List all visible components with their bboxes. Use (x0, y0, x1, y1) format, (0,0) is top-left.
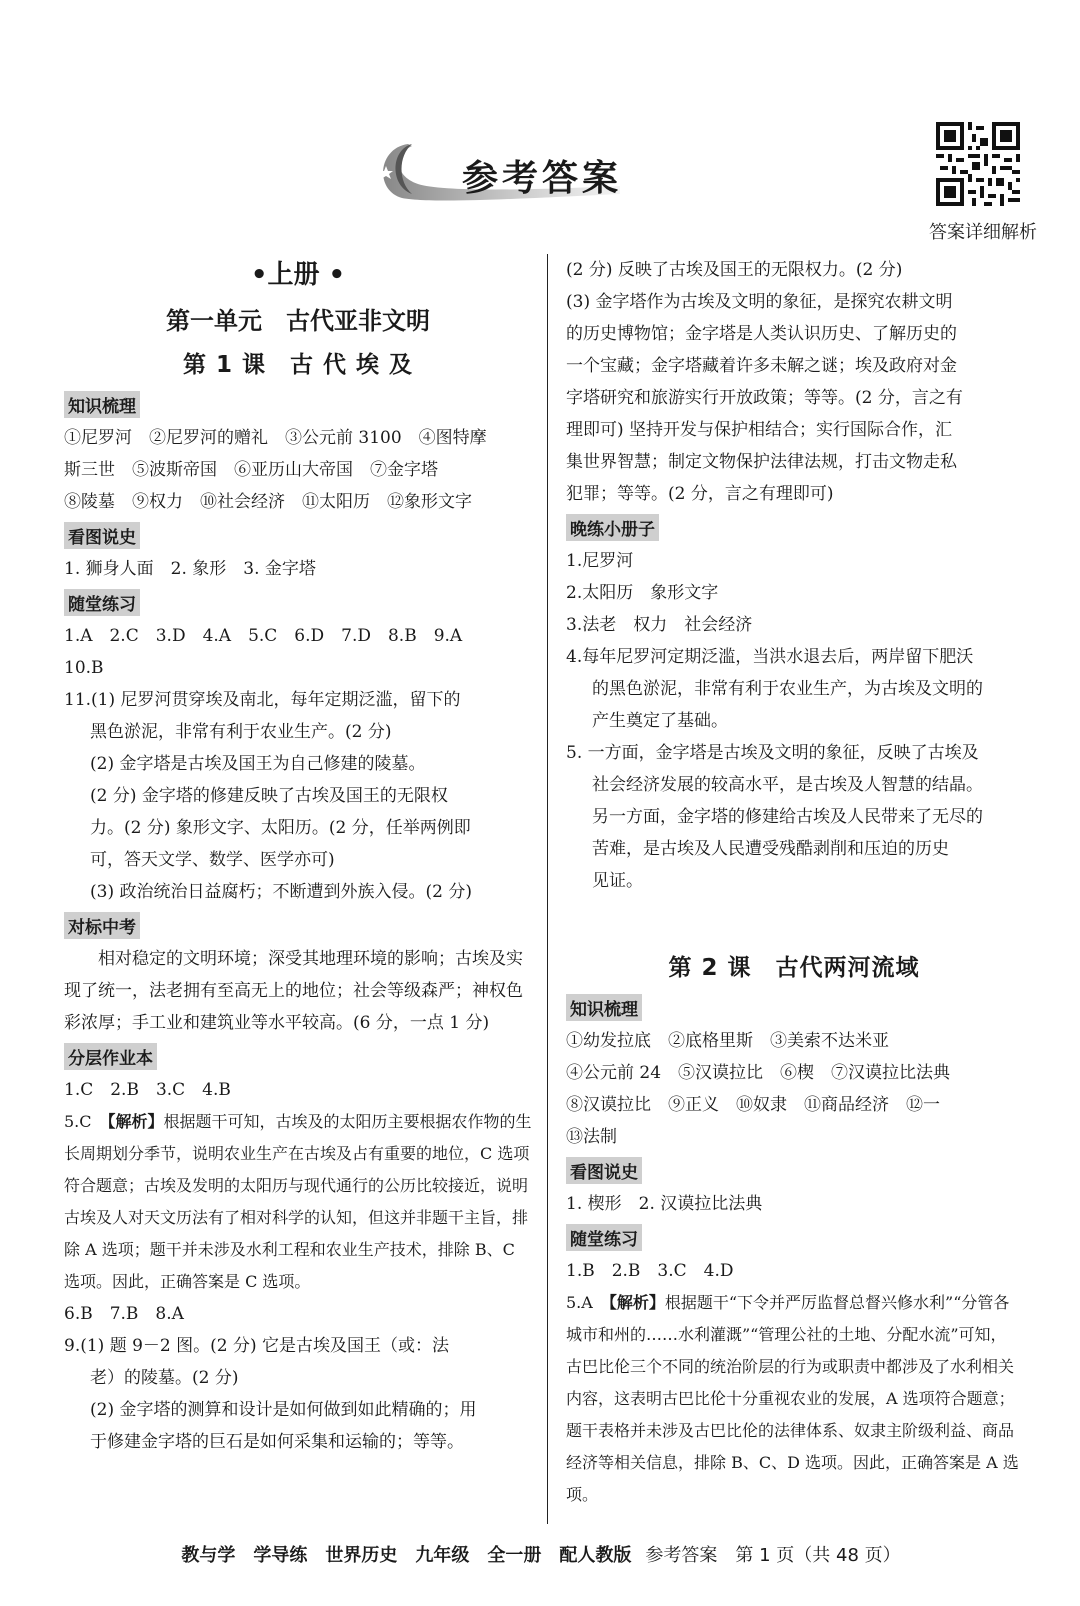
answer-line: (2 分) 金字塔的修建反映了古埃及国王的无限权 (90, 786, 448, 806)
answer-line: 于修建金字塔的巨石是如何采集和运输的；等等。 (90, 1432, 464, 1452)
answer-line: 力。(2 分) 象形文字、太阳历。(2 分，任举两例即 (90, 818, 471, 838)
answer-line: ⑧汉谟拉比 ⑨正义 ⑩奴隶 ⑪商品经济 ⑫一 (566, 1095, 940, 1115)
answer-line: 见证。 (592, 871, 643, 891)
section-exam-benchmark: 对标中考 (64, 912, 140, 939)
answer-line: 理即可) 坚持开发与保护相结合；实行国际合作，汇 (566, 420, 953, 440)
section-picture-history: 看图说史 (64, 522, 140, 549)
answer-line: 可，答天文学、数学、医学亦可) (90, 850, 335, 870)
section-knowledge-review: 知识梳理 (64, 391, 140, 418)
section-class-practice: 随堂练习 (566, 1224, 642, 1251)
answer-line: (3) 政治统治日益腐朽；不断遭到外族入侵。(2 分) (90, 882, 472, 902)
analysis-tag: 【解析】 (107, 1112, 164, 1131)
answer-line: ④公元前 24 ⑤汉谟拉比 ⑥楔 ⑦汉谟拉比法典 (566, 1063, 951, 1083)
volume-title: •上册 • (250, 260, 346, 290)
answer-line: (2) 金字塔的测算和设计是如何做到如此精确的；用 (90, 1400, 477, 1420)
answer-line: 苦难，是古埃及人民遭受残酷剥削和压迫的历史 (592, 839, 949, 859)
page-footer (64, 1541, 1024, 1567)
answer-line: ⑧陵墓 ⑨权力 ⑩社会经济 ⑪太阳历 ⑫象形文字 (64, 492, 472, 512)
question-number: 5.C (64, 1112, 108, 1131)
answer-line: 犯罪；等等。(2 分，言之有理即可) (566, 484, 834, 504)
analysis-text: 根据题干“下令并严厉监督总督兴修水利”“分管各城市和州的……水利灌溉”“管理公社的土地、分配水流”可知，古巴比伦三个不同的统治阶层的行为或职责中都涉及了水利相关内容，这表明古巴比伦十分重视农业的发展，A 选项符合题意；题干表格并未涉及古巴比伦的法律体系、奴隶主阶级利益、商品经济等相关信息，排除 B、C、D 选项。因此，正确答案是 A 选项。 (566, 1293, 1019, 1504)
answer-line: ①幼发拉底 ②底格里斯 ③美索不达米亚 (566, 1031, 889, 1051)
answer-line: 11.(1) 尼罗河贯穿埃及南北，每年定期泛滥，留下的 (64, 690, 461, 710)
answer-line: 社会经济发展的较高水平，是古埃及人智慧的结晶。 (592, 775, 983, 795)
answer-line: 1. 楔形 2. 汉谟拉比法典 (566, 1194, 763, 1214)
answer-line: (2) 金字塔是古埃及国王为自己修建的陵墓。 (90, 754, 426, 774)
answer-line: 老）的陵墓。(2 分) (90, 1368, 239, 1388)
analysis-text: 根据题干可知，古埃及的太阳历主要根据农作物的生长周期划分季节，说明农业生产在古埃及占有重要的地位，C 选项符合题意；古埃及发明的太阳历与现代通行的公历比较接近，说明古埃及人对天文历法有了相对科学的认知，但这并非题干主旨，排除 A 选项；题干并未涉及水利工程和农业生产技术，排除 B、C 选项。因此，正确答案是 C 选项。 (64, 1112, 532, 1291)
section-knowledge-review: 知识梳理 (566, 994, 642, 1021)
answer-line: 1. 狮身人面 2. 象形 3. 金字塔 (64, 559, 316, 579)
answer-line: 1.B 2.B 3.C 4.D (566, 1261, 734, 1281)
answer-line: 一个宝藏；金字塔藏着许多未解之谜；埃及政府对金 (566, 356, 957, 376)
answer-line: 集世界智慧；制定文物保护法律法规，打击文物走私 (566, 452, 957, 472)
section-evening-booklet: 晚练小册子 (566, 514, 659, 541)
page-title: 参考答案 (462, 158, 623, 199)
answer-line: 5. 一方面，金字塔是古埃及文明的象征，反映了古埃及 (566, 743, 979, 763)
answer-line: 的历史博物馆；金字塔是人类认识历史、了解历史的 (566, 324, 957, 344)
question-number: 5.A (566, 1293, 609, 1312)
column-divider (547, 254, 548, 1524)
answer-line: 字塔研究和旅游实行开放政策；等等。(2 分，言之有 (566, 388, 963, 408)
spacer (566, 897, 1022, 949)
section-class-practice: 随堂练习 (64, 589, 140, 616)
answer-line: 9.(1) 题 9－2 图。(2 分) 它是古埃及国王（或：法 (64, 1336, 450, 1356)
right-column (566, 254, 1022, 1511)
explanation-q5 (64, 1106, 532, 1298)
left-column (64, 254, 532, 1458)
answer-line: 4.每年尼罗河定期泛滥，当洪水退去后，两岸留下肥沃 (566, 647, 974, 667)
explanation-q5 (566, 1287, 1022, 1511)
footer-page-info: 参考答案 第 1 页（共 48 页） (645, 1545, 901, 1566)
answer-line: 黑色淤泥，非常有利于农业生产。(2 分) (90, 722, 392, 742)
answer-line: (3) 金字塔作为古埃及文明的象征，是探究农耕文明 (566, 292, 953, 312)
answer-line: 斯三世 ⑤波斯帝国 ⑥亚历山大帝国 ⑦金字塔 (64, 460, 438, 480)
section-picture-history: 看图说史 (566, 1157, 642, 1184)
analysis-tag: 【解析】 (608, 1293, 665, 1312)
title-banner (372, 140, 622, 202)
answer-line: 1.A 2.C 3.D 4.A 5.C 6.D 7.D 8.B 9.A (64, 626, 463, 646)
answer-line: 1.C 2.B 3.C 4.B (64, 1080, 231, 1100)
answer-line: ①尼罗河 ②尼罗河的赠礼 ③公元前 3100 ④图特摩 (64, 428, 487, 448)
qr-code-image[interactable] (936, 122, 1020, 206)
answer-line: 10.B (64, 658, 104, 678)
lesson-2-title: 第 2 课 古代两河流域 (668, 955, 920, 981)
qr-caption: 答案详细解析 (929, 222, 1037, 243)
answer-line: 3.法老 权力 社会经济 (566, 615, 753, 635)
answer-line: 6.B 7.B 8.A (64, 1304, 184, 1324)
answer-paragraph: 相对稳定的文明环境；深受其地理环境的影响；古埃及实现了统一，法老拥有至高无上的地位；社会等级森严；神权色彩浓厚；手工业和建筑业等水平较高。(6 分，一点 1 分) (64, 949, 523, 1033)
answer-line: (2 分) 反映了古埃及国王的无限权力。(2 分) (566, 260, 903, 280)
answer-line: ⑬法制 (566, 1127, 617, 1147)
footer-brand: 教与学 学导练 世界历史 九年级 全一册 配人教版 (181, 1545, 632, 1566)
answer-line: 2.太阳历 象形文字 (566, 583, 719, 603)
section-layered-homework: 分层作业本 (64, 1043, 157, 1070)
answer-line: 另一方面，金字塔的修建给古埃及人民带来了无尽的 (592, 807, 983, 827)
answer-line: 1.尼罗河 (566, 551, 634, 571)
answer-line: 产生奠定了基础。 (592, 711, 728, 731)
unit-title: 第一单元 古代亚非文明 (166, 307, 430, 335)
lesson-1-title: 第 1 课 古 代 埃 及 (182, 352, 414, 378)
answer-line: 的黑色淤泥，非常有利于农业生产，为古埃及文明的 (592, 679, 983, 699)
